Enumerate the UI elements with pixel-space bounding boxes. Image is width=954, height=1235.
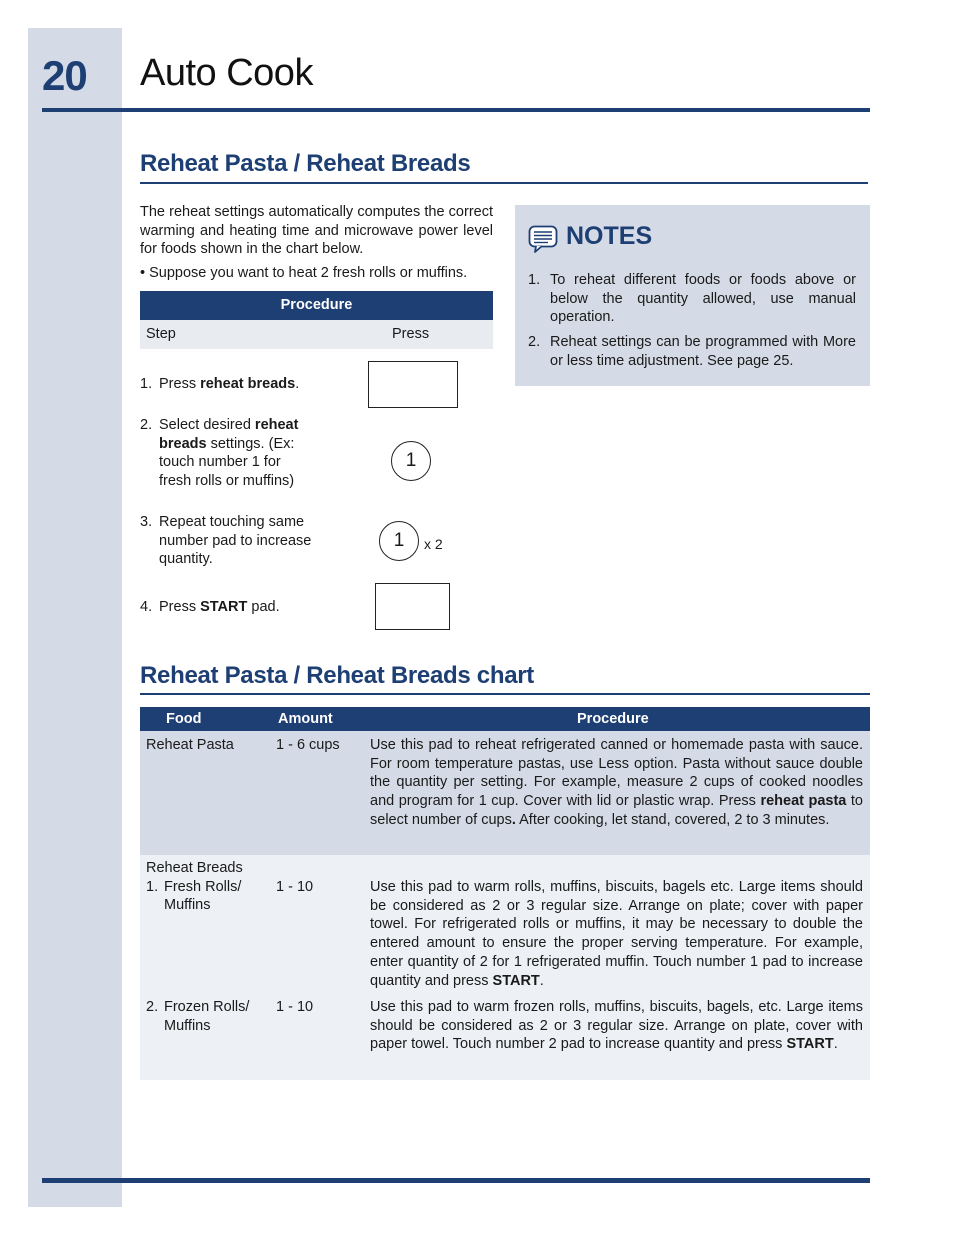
procedure-subheader (140, 320, 493, 349)
chart-header (140, 707, 870, 731)
number-1-key[interactable]: 1 (391, 441, 431, 481)
intro-bullet: • Suppose you want to heat 2 fresh rolls or muffins. (140, 265, 468, 281)
section-rule (140, 182, 868, 184)
notes-title: NOTES (566, 222, 653, 250)
note-item-2: 2. Reheat settings can be programmed with More or less time adjustment. See page 25. (528, 334, 856, 369)
step-2: 2. Select desired reheat breads settings. (Ex: touch number 1 for fresh rolls or muffins) (140, 417, 299, 489)
table-row: Reheat Pasta 1 - 6 cups Use this pad to reheat refrigerated canned or homemade pasta with sauce. For room temperature pastas, use Less option. Pasta without sauce double the quantity per setting. For example, measure 2 cups of cooked noodles and program for 1 cup. Cover with lid or plastic wrap. Press reheat pasta to select number of cups. After cooking, let stand, covered, 2 to 3 minutes. (140, 731, 870, 855)
intro-paragraph: The reheat settings automatically computes the correct warming and heating time and microwave power level for foods shown in the chart below. (140, 204, 493, 257)
section-rule-chart (140, 693, 870, 695)
page-sidebar (28, 28, 122, 1207)
step-1: 1. Press reheat breads. (140, 376, 300, 392)
step-3: 3. Repeat touching same number pad to increase quantity. (140, 514, 312, 567)
note-item-1: 1. To reheat different foods or foods above or below the quantity allowed, use manual operation. (528, 272, 856, 325)
table-row: 2. Frozen Rolls/ Muffins 1 - 10 Use this pad to warm frozen rolls, muffins, biscuits, bagels, etc. Large items should be considered as 2 or 3 regular size. Arrange on plate, cover with paper towel. Touch number 2 pad to increase quantity and press START. (140, 994, 870, 1080)
procedure-header: Procedure (140, 291, 493, 320)
page-title: Auto Cook (140, 52, 313, 94)
number-1-key-repeat[interactable]: 1 (379, 521, 419, 561)
step-4: 4. Press START pad. (140, 599, 280, 615)
col-food: Food (166, 711, 202, 727)
col-step: Step (146, 326, 176, 342)
repeat-count: x 2 (424, 536, 443, 552)
header-rule (42, 108, 870, 112)
start-key[interactable] (375, 583, 450, 630)
notes-icon (528, 225, 558, 253)
reheat-breads-key[interactable] (368, 361, 458, 408)
section-title-chart: Reheat Pasta / Reheat Breads chart (140, 662, 534, 689)
section-title-reheat: Reheat Pasta / Reheat Breads (140, 150, 471, 177)
col-procedure: Procedure (577, 711, 649, 727)
notes-box (515, 205, 870, 386)
col-press: Press (392, 326, 430, 342)
col-amount: Amount (278, 711, 333, 727)
footer-rule (42, 1178, 870, 1183)
table-row: Reheat Breads 1. Fresh Rolls/ Muffins 1 - 10 Use this pad to warm rolls, muffins, biscuits, bagels etc. Large items should be considered as 2 or 3 regular size. Arrange on plate; cover with paper towel. For refrigerated rolls or muffins, it may be necessary to double the entered amount to ensure the proper serving temperature. For example, enter quantity of 2 for 1 refrigerated muffin. Touch number 1 pad to increase quantity and press START. (140, 855, 870, 994)
page-number: 20 (42, 52, 87, 99)
